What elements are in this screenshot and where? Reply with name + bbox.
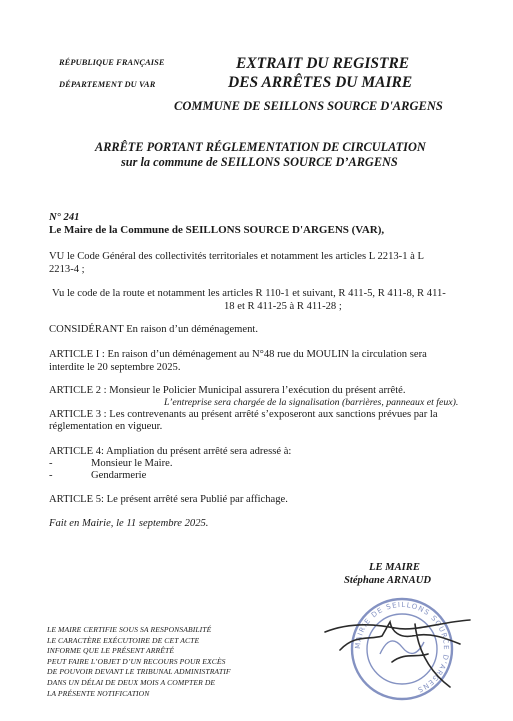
- certification-line: LA PRÉSENTE NOTIFICATION: [47, 688, 150, 698]
- vu-route-line1: Vu le code de la route et notamment les articles R 110-1 et suivant, R 411-5, R 411-8, R 411-: [52, 288, 446, 299]
- article3-line2: réglementation en vigueur.: [49, 421, 163, 432]
- svg-text:MAIRIE DE SEILLONS SOURCE D'AR: MAIRIE DE SEILLONS SOURCE D'ARGENS: [353, 600, 451, 695]
- vu-route-line2: 18 et R 411-25 à R 411-28 ;: [224, 301, 342, 312]
- decree-number: N° 241: [49, 212, 80, 223]
- decree-subject-line1: ARRÊTE PORTANT RÉGLEMENTATION DE CIRCULATION: [95, 140, 426, 154]
- vu-cgct-line2: 2213-4 ;: [49, 264, 85, 275]
- mayor-line: Le Maire de la Commune de SEILLONS SOURCE D'ARGENS (VAR),: [49, 224, 385, 236]
- decree-subject-line2: sur la commune de SEILLONS SOURCE D’ARGENS: [121, 155, 398, 169]
- department-label: DÉPARTEMENT DU VAR: [59, 80, 156, 89]
- article4-line: ARTICLE 4: Ampliation du présent arrêté sera adressé à:: [49, 446, 292, 457]
- recipient-bullet: -: [49, 458, 53, 469]
- recipient-item: Gendarmerie: [91, 470, 147, 481]
- recipient-bullet: -: [49, 470, 53, 481]
- certification-line: DANS UN DÉLAI DE DEUX MOIS A COMPTER DE: [47, 677, 216, 687]
- signature-name: Stéphane ARNAUD: [344, 575, 432, 586]
- stamp-ring: [352, 599, 452, 699]
- republic-label: RÉPUBLIQUE FRANÇAISE: [59, 58, 165, 67]
- certification-line: LE MAIRE CERTIFIE SOUS SA RESPONSABILITÉ: [47, 625, 212, 634]
- article2-note: L’entreprise sera chargée de la signalisation (barrières, panneaux et feux).: [164, 397, 459, 408]
- considerant-line: CONSIDÉRANT En raison d’un déménagement.: [49, 324, 258, 335]
- mairie-stamp: [320, 592, 480, 707]
- certification-line: PEUT FAIRE L’OBJET D’UN RECOURS POUR EXCÈS: [47, 656, 226, 666]
- certification-line: DE POUVOIR DEVANT LE TRIBUNAL ADMINISTRATIF: [47, 667, 231, 677]
- certification-line: INFORME QUE LE PRÉSENT ARRÊTÉ: [47, 646, 175, 656]
- article1-line2: interdite le 20 septembre 2025.: [49, 362, 181, 373]
- commune-heading: COMMUNE DE SEILLONS SOURCE D'ARGENS: [174, 99, 443, 113]
- register-title-line2: DES ARRÊTES DU MAIRE: [228, 74, 413, 91]
- certification-block: [47, 625, 231, 699]
- register-title-line1: EXTRAIT DU REGISTRE: [236, 55, 410, 72]
- certification-line: LE CARACTÈRE EXÉCUTOIRE DE CET ACTE: [47, 635, 200, 645]
- article3-line1: ARTICLE 3 : Les contrevenants au présent arrêté s’exposeront aux sanctions prévues par la: [49, 409, 438, 420]
- done-at-line: Fait en Mairie, le 11 septembre 2025.: [49, 518, 209, 529]
- article5-line: ARTICLE 5: Le présent arrêté sera Publié par affichage.: [49, 494, 288, 505]
- vu-cgct-line1: VU le Code Général des collectivités territoriales et notamment les articles L 2213-1 à L: [49, 251, 424, 262]
- signature-title: LE MAIRE: [369, 562, 420, 573]
- recipient-item: Monsieur le Maire.: [91, 458, 173, 469]
- article2-line: ARTICLE 2 : Monsieur le Policier Municipal assurera l’exécution du présent arrêté.: [49, 385, 406, 396]
- article1-line1: ARTICLE I : En raison d’un déménagement au N°48 rue du MOULIN la circulation sera: [49, 349, 427, 360]
